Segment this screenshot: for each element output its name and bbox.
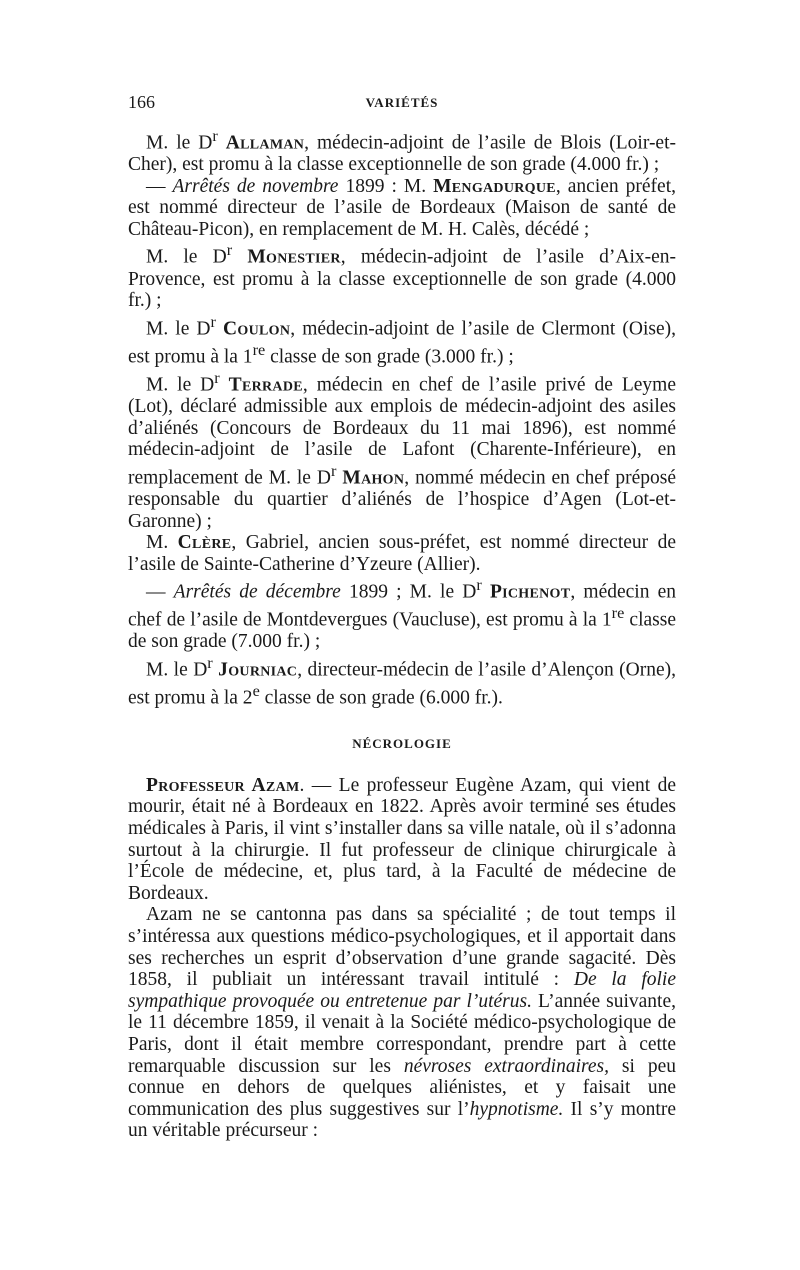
text-run: , Gabriel, ancien sous-préfet, est nommé directeur de l’asile de Sainte-Catherine d’Yzeure (Allier).: [128, 532, 676, 575]
superscript: re: [611, 604, 625, 623]
paragraph-journiac: [128, 653, 676, 709]
text-run: , ancien préfet, est nommé directeur de l’asile de Bordeaux (Maison de santé de Château-Picon), en remplacement de M. H. Calès, décédé ;: [128, 175, 676, 240]
paragraph-azam-career: [128, 904, 676, 1142]
superscript: r: [212, 127, 218, 145]
superscript: r: [210, 312, 216, 331]
text-run: classe de son grade (6.000 fr.).: [259, 687, 503, 709]
paragraph-coulon: [128, 312, 676, 368]
text-run: M.: [146, 532, 178, 554]
paragraph-monestier: [128, 240, 676, 311]
text-run: M. le D: [146, 374, 215, 396]
proper-name: Allaman: [225, 132, 305, 154]
text-run: classe de son grade (3.000 fr.) ;: [265, 346, 514, 368]
proper-name: Journiac: [218, 659, 298, 681]
text-run: —: [146, 581, 174, 603]
text-run: [220, 374, 229, 395]
page-header: [128, 92, 676, 116]
text-run: 1899 : M.: [338, 175, 434, 197]
text-run: , directeur-médecin de l’asile d’Alençon (Orne), est promu à la 2: [128, 659, 677, 709]
italic-text: Arrêtés de novembre: [172, 175, 339, 197]
text-run: Azam ne se cantonna pas dans sa spécialité ; de tout temps il s’intéressa aux questions médico-psychologiques, et il apportait dans ses recherches un esprit d’observation d’une grande sagacité. Dès 1858, il publiait un intéressant travail intitulé :: [128, 904, 676, 991]
text-run: classe de son grade (7.000 fr.) ;: [128, 609, 676, 653]
superscript: e: [252, 682, 260, 701]
text-run: M. le D: [146, 659, 208, 681]
superscript: r: [330, 461, 337, 480]
proper-name: Professeur Azam: [146, 774, 300, 796]
text-run: —: [146, 175, 173, 197]
text-run: [218, 133, 226, 154]
superscript: r: [226, 241, 233, 260]
italic-text: De la folie sympathique provoquée ou entretenue par l’utérus.: [128, 969, 676, 1012]
italic-text: hypnotisme.: [469, 1098, 564, 1120]
running-title: VARIÉTÉS: [365, 95, 439, 110]
page-number: 166: [128, 92, 155, 112]
superscript: r: [207, 654, 213, 673]
text-run: [482, 582, 490, 603]
text-run: , médecin-adjoint de l’asile de Blois (Loir-et-Cher), est promu à la classe exceptionnelle de son grade (4.000 fr.) ;: [128, 132, 677, 176]
paragraph-mengadurque: [128, 176, 676, 241]
text-run: , médecin en chef de l’asile privé de Leyme (Lot), déclaré admissible aux emplois de médecin-adjoint des asiles d’aliénés (Concours de Bordeaux du 11 mai 1896), est nommé médecin-adjoint de l’asile de Lafont (Charente-Inférieure), en remplacement de M. le D: [128, 374, 676, 489]
italic-text: Arrêtés de décembre: [173, 581, 341, 603]
text-run: , médecin en chef de l’asile de Montdevergues (Vaucluse), est promu à la 1: [128, 581, 676, 631]
text-run: L’année suivante, le 11 décembre 1859, il venait à la Société médico-psychologique de Paris, dont il était membre correspondant, prendre part à cette remarquable discussion sur les: [128, 990, 676, 1077]
text-run: , médecin-adjoint de l’asile d’Aix-en-Provence, est promu à la classe exceptionnelle de son grade (4.000 fr.) ;: [128, 246, 677, 312]
italic-text: névroses extraordinaires,: [403, 1055, 609, 1077]
superscript: r: [214, 368, 220, 387]
text-run: [216, 318, 223, 339]
text-run: Il s’y montre un véritable précurseur :: [128, 1098, 676, 1142]
paragraph-allaman: [128, 126, 676, 176]
text-run: M. le D: [146, 318, 211, 340]
text-run: M. le D: [146, 246, 227, 268]
text-run: M. le D: [146, 132, 213, 154]
proper-name: Mahon: [342, 467, 405, 489]
paragraph-terrade: [128, 368, 676, 532]
text-run: si peu connue en dehors de quelques aliénistes, et y faisait une communication des plus suggestives sur l’: [128, 1055, 676, 1120]
page-body: [128, 126, 676, 1142]
proper-name: Coulon: [223, 318, 291, 340]
proper-name: Pichenot: [489, 581, 571, 603]
superscript: r: [476, 576, 482, 595]
text-run: , médecin-adjoint de l’asile de Clermont (Oise), est promu à la 1: [128, 318, 676, 368]
proper-name: Mengadurque: [433, 175, 556, 197]
paragraph-azam-intro: [128, 775, 676, 905]
text-run: [232, 247, 247, 268]
superscript: re: [252, 340, 266, 359]
proper-name: Monestier: [247, 246, 341, 268]
proper-name: Terrade: [228, 374, 303, 396]
text-run: 1899 ; M. le D: [340, 581, 477, 603]
text-run: . — Le professeur Eugène Azam, qui vient de mourir, était né à Bordeaux en 1822. Après avoir terminé ses études médicales à Paris, il vint s’installer dans sa ville natale, où il s’adonna surtout à la chirurgie. Il fut professeur de clinique chirurgicale à l’École de médecine, et, plus tard, à la Faculté de médecine de Bordeaux.: [128, 774, 676, 904]
proper-name: Clère: [177, 532, 232, 554]
text-run: , nommé médecin en chef préposé responsable du quartier d’aliénés de l’hospice d’Agen (Lot-et-Garonne) ;: [128, 467, 676, 532]
paragraph-pichenot: [128, 575, 676, 653]
section-title-necrologie: NÉCROLOGIE: [352, 736, 452, 752]
paragraph-clere: [128, 532, 676, 575]
